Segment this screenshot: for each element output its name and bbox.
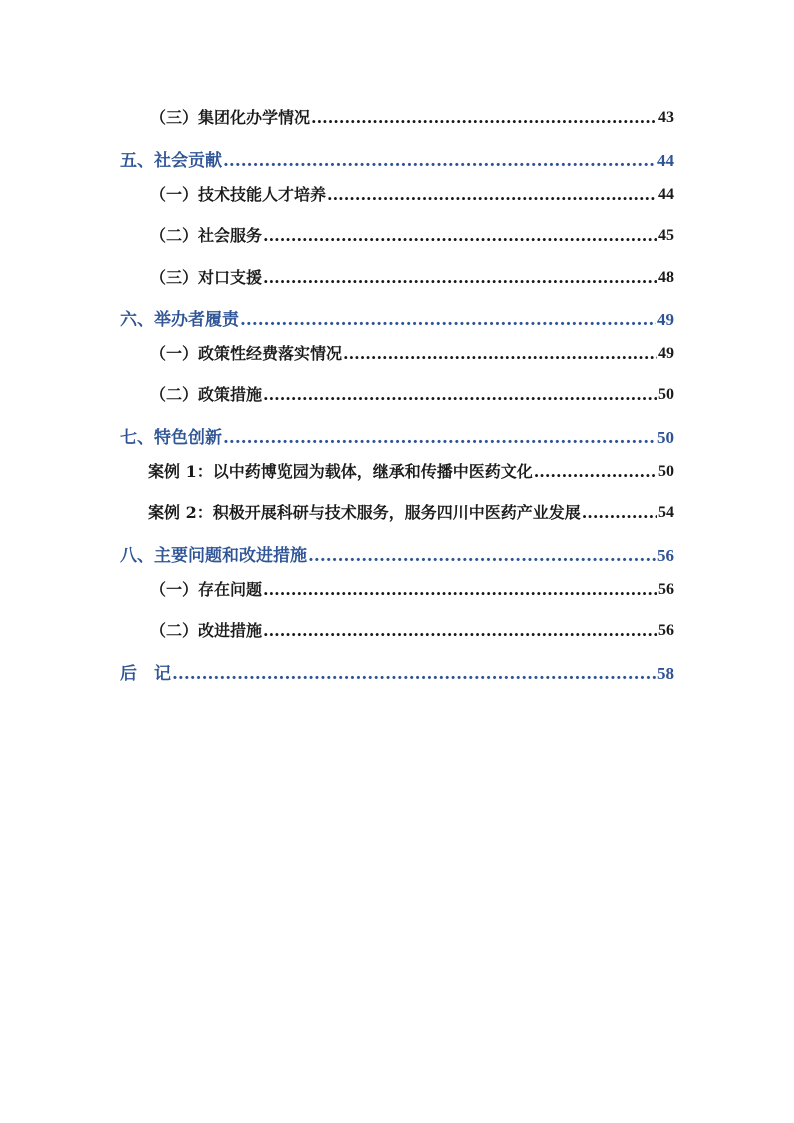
toc-page-number: 44 <box>657 151 674 170</box>
toc-entry-title: 八、主要问题和改进措施 <box>120 546 307 566</box>
toc-dot-leader <box>263 226 657 246</box>
toc-dot-leader <box>263 621 657 641</box>
toc-chapter-social-contribution[interactable] <box>120 147 674 171</box>
toc-entry-policy-funding[interactable] <box>150 340 674 364</box>
toc-page-number: 50 <box>658 463 674 480</box>
toc-dot-leader <box>311 108 657 128</box>
toc-dot-leader <box>582 503 657 523</box>
toc-page-number: 54 <box>658 504 674 521</box>
toc-page-number: 50 <box>658 386 674 403</box>
toc-dot-leader <box>223 428 656 448</box>
toc-page-number: 56 <box>658 581 674 598</box>
toc-dot-leader <box>327 185 657 205</box>
toc-entry-title: （一）技术技能人才培养 <box>150 185 327 204</box>
toc-page-number: 58 <box>657 664 674 683</box>
toc-entry-title: （二）社会服务 <box>150 226 263 245</box>
toc-page-number: 49 <box>658 345 674 362</box>
toc-entry-counterpart-support[interactable] <box>150 264 674 288</box>
toc-page-number: 56 <box>658 622 674 639</box>
toc-entry-case-1[interactable] <box>148 458 674 482</box>
toc-entry-existing-problems[interactable] <box>150 576 674 600</box>
toc-entry-title: （一）政策性经费落实情况 <box>150 344 343 363</box>
toc-page-number: 50 <box>657 428 674 447</box>
toc-dot-leader <box>308 546 656 566</box>
toc-entry-title: （三）集团化办学情况 <box>150 108 311 127</box>
toc-entry-improvement-measures[interactable] <box>150 617 674 641</box>
toc-entry-title: 七、特色创新 <box>120 428 222 448</box>
toc-chapter-postscript[interactable] <box>120 660 674 684</box>
toc-chapter-sponsor-duties[interactable] <box>120 306 674 330</box>
toc-dot-leader <box>223 151 656 171</box>
toc-entry-title: 六、举办者履责 <box>120 310 239 330</box>
toc-entry-social-service[interactable] <box>150 222 674 246</box>
toc-page-number: 48 <box>658 269 674 286</box>
toc-chapter-problems-improvements[interactable] <box>120 542 674 566</box>
toc-dot-leader <box>263 580 657 600</box>
toc-entry-policy-measures[interactable] <box>150 381 674 405</box>
toc-dot-leader <box>343 344 657 364</box>
toc-entry-title: 后 记 <box>120 664 171 684</box>
toc-entry-title: （二）改进措施 <box>150 621 263 640</box>
toc-entry-title: 案例 2：积极开展科研与技术服务，服务四川中医药产业发展 <box>148 503 581 522</box>
toc-entry-title: （三）对口支援 <box>150 268 263 287</box>
toc-entry-case-2[interactable] <box>148 499 674 523</box>
toc-entry-talent-cultivation[interactable] <box>150 181 674 205</box>
toc-entry-title: （一）存在问题 <box>150 580 263 599</box>
toc-entry-title: 五、社会贡献 <box>120 151 222 171</box>
toc-entry-title: 案例 1：以中药博览园为载体，继承和传播中医药文化 <box>148 462 533 481</box>
toc-dot-leader <box>240 310 656 330</box>
toc-page-number: 45 <box>658 227 674 244</box>
toc-dot-leader <box>172 664 656 684</box>
toc-entry-collective-schooling[interactable] <box>150 104 674 128</box>
toc-page-number: 43 <box>658 109 674 126</box>
toc-dot-leader <box>263 385 657 405</box>
toc-dot-leader <box>534 462 657 482</box>
toc-page-number: 56 <box>657 546 674 565</box>
toc-entry-title: （二）政策措施 <box>150 385 263 404</box>
toc-chapter-innovation[interactable] <box>120 424 674 448</box>
toc-page-number: 44 <box>658 186 674 203</box>
toc-page-number: 49 <box>657 310 674 329</box>
toc-dot-leader <box>263 268 657 288</box>
